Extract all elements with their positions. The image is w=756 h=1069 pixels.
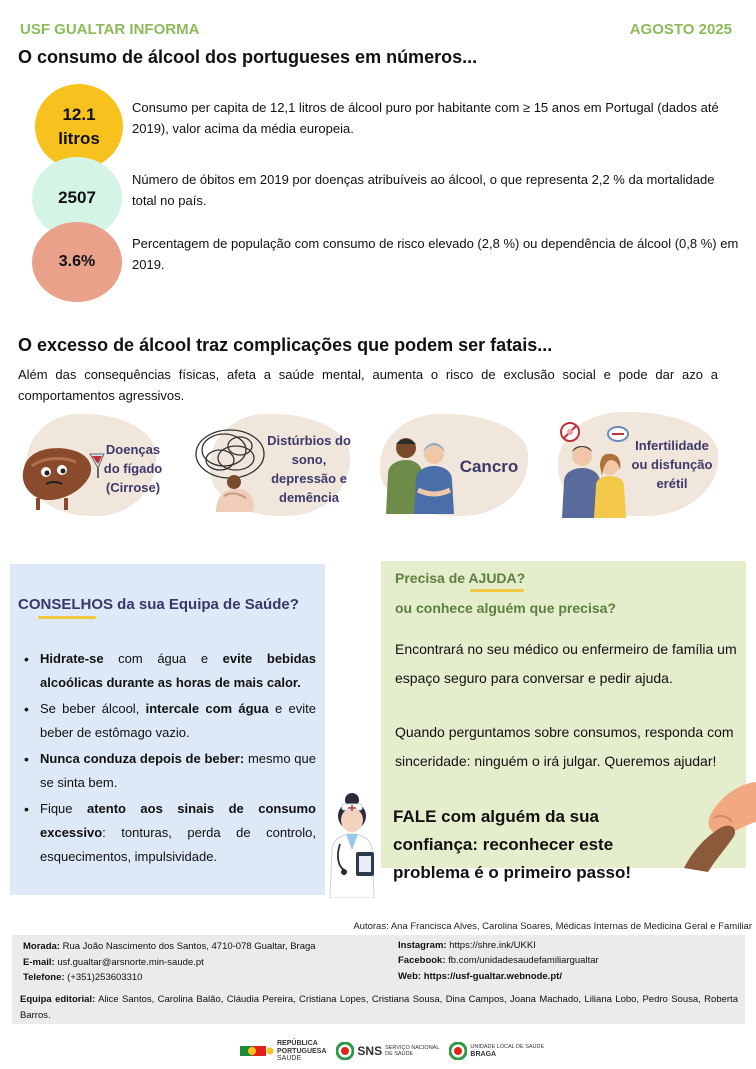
facebook-link[interactable]: Facebook: fb.com/unidadesaudefamiliargualtar xyxy=(398,955,599,966)
couple-icon xyxy=(556,420,638,518)
stat-value: 2507 xyxy=(58,188,96,207)
advice-item: • Hidrate-se com água e evite bebidas alcoólicas durante as horas de mais calor. xyxy=(20,647,316,695)
advice-title-underline xyxy=(38,616,96,619)
section-numbers-title: O consumo de álcool dos portugueses em números... xyxy=(18,47,478,67)
helping-hands-icon xyxy=(678,772,756,872)
liver-icon xyxy=(18,438,110,516)
org-title: USF GUALTAR INFORMA xyxy=(20,21,200,38)
complication-tile-infertility xyxy=(552,410,722,518)
section-complications-title: O excesso de álcool traz complicações que podem ser fatais... xyxy=(18,335,553,355)
instagram-link[interactable]: Instagram: https://shre.ink/UKKI xyxy=(398,940,536,951)
stat-value: 12.1 litros xyxy=(58,104,100,148)
advice-list xyxy=(20,647,316,869)
complication-label: Infertilidade ou disfunção erétil xyxy=(631,438,713,491)
distress-icon xyxy=(190,424,272,516)
advice-item: • Fique atento aos sinais de consumo excessivo: tonturas, perda de controlo, esquecimentos, impulsividade. xyxy=(20,797,316,869)
advice-title: CONSELHOS da sua Equipa de Saúde? xyxy=(18,596,299,613)
editorial-team: Equipa editorial: Alice Santos, Carolina Balão, Cláudia Pereira, Cristiana Lopes, Cristiana Sousa, Dina Campos, Joana Machado, Liliana Lobo, Pedro Sousa, Roberta Barros. xyxy=(20,994,738,1021)
contact-footer xyxy=(12,935,745,1024)
phone-line[interactable]: Telefone: (+351)253603310 xyxy=(23,972,143,983)
complication-label: Doenças do fígado (Cirrose) xyxy=(103,442,163,495)
stat-circle-percent xyxy=(32,222,122,302)
uls-braga-logo: UNIDADE LOCAL DE SAÚDE BRAGA xyxy=(449,1042,544,1060)
address-line: Morada: Rua João Nascimento dos Santos, 4710-078 Gualtar, Braga xyxy=(23,941,316,952)
help-call-to-action: FALE com alguém da sua confiança: reconhecer este problema é o primeiro passo! xyxy=(393,807,632,882)
uls-emblem-icon xyxy=(449,1042,467,1060)
institution-logos xyxy=(240,1040,544,1063)
complication-tile-mental xyxy=(188,410,358,518)
complication-label: Cancro xyxy=(459,457,519,476)
sns-logo: SNS SERVIÇO NACIONAL DE SAÚDE xyxy=(336,1042,439,1060)
sns-emblem-icon xyxy=(336,1042,354,1060)
stat-text: Consumo per capita de 12,1 litros de álcool puro por habitante com ≥ 15 anos em Portugal (dados até 2019), valor acima da média europeia. xyxy=(132,100,719,136)
republica-portuguesa-logo: REPÚBLICA PORTUGUESA SAÚDE xyxy=(240,1040,326,1063)
help-title xyxy=(395,570,525,586)
help-paragraph: Encontrará no seu médico ou enfermeiro de família um espaço seguro para conversar e pedir ajuda. xyxy=(395,641,737,686)
help-title-prefix: Precisa de xyxy=(395,570,469,586)
stat-text: Percentagem de população com consumo de risco elevado (2,8 %) ou dependência de álcool (0,8 %) em 2019. xyxy=(132,236,739,272)
complication-tile-liver xyxy=(16,410,166,518)
portugal-flag-icon xyxy=(240,1044,274,1058)
complications-intro: Além das consequências físicas, afeta a saúde mental, aumenta o risco de exclusão social e pode dar azo a comportamentos agressivos. xyxy=(18,367,718,403)
help-paragraph: Quando perguntamos sobre consumos, responda com sinceridade: ninguém o irá julgar. Queremos ajudar! xyxy=(395,724,734,769)
patients-icon xyxy=(376,430,460,518)
stat-text: Número de óbitos em 2019 por doenças atribuíveis ao álcool, o que representa 2,2 % da mortalidade total no país. xyxy=(132,172,715,208)
authors-credit: Autoras: Ana Francisca Alves, Carolina Soares, Médicas Internas de Medicina Geral e Familiar xyxy=(353,921,752,932)
help-title-underline xyxy=(470,589,524,592)
help-title-highlight: AJUDA? xyxy=(468,570,526,586)
help-subtitle: ou conhece alguém que precisa? xyxy=(395,600,616,616)
complication-label: Distúrbios do sono, depressão e demência xyxy=(267,433,351,505)
advice-item: • Nunca conduza depois de beber: mesmo que se sinta bem. xyxy=(20,747,316,795)
stat-value: 3.6% xyxy=(58,253,96,270)
complication-tile-cancer xyxy=(372,410,532,518)
website-link[interactable]: Web: https://usf-gualtar.webnode.pt/ xyxy=(398,971,562,982)
nurse-icon xyxy=(320,790,384,898)
advice-item: • Se beber álcool, intercale com água e evite beber de estômago vazio. xyxy=(20,697,316,745)
issue-date: AGOSTO 2025 xyxy=(629,21,732,38)
email-line[interactable]: E-mail: usf.gualtar@arsnorte.min-saude.pt xyxy=(23,957,204,968)
